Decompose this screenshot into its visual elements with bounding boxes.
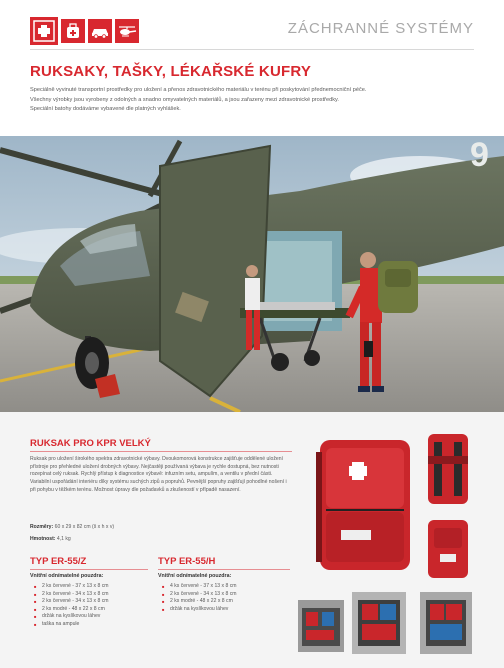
page-title: RUKSAKY, TAŠKY, LÉKAŘSKÉ KUFRY [30,63,312,80]
list-item: ■ 2 ks červené - 37 x 13 x 8 cm [34,583,109,591]
intro-paragraph: Speciálně vyvinuté transportní prostředky pro uložení a přenos zdravotnického materiálu v terénu při poskytování přednemocniční péče. [30,87,367,93]
type-rule-h [158,569,290,570]
pockets-head-z: Vnitřní odnímatelné pouzdra: [30,573,104,579]
weight-value: 4,1 kg [56,536,71,542]
list-item: ■ 2 ks modré - 48 x 22 x 8 cm [34,606,109,614]
hero-photo [0,136,504,412]
list-item: ■ držák na kyslíkovou láhev [34,613,109,621]
intro-text [30,86,476,115]
weight-line [30,536,71,542]
list-item: ■ 2 ks červené - 34 x 13 x 8 cm [162,591,237,599]
backpack-open-image-3 [420,592,472,654]
type-rule-z [30,569,148,570]
product-title-rule [30,451,292,452]
list-item: ■ 2 ks modré - 48 x 22 x 8 cm [162,598,237,606]
intro-paragraph: Speciální batohy dodáváme vybavené dle platných vyhlášek. [30,106,181,113]
category-icons [30,17,139,45]
list-item: ■ taška na ampule [34,621,109,629]
backpack-open-image-2 [352,592,406,654]
brand-title: ZÁCHRANNÉ SYSTÉMY [287,20,474,37]
product-description: Ruksak pro uložení širokého spektra zdravotnické výbavy. Dvoukomorová konstrukce zajišťuje oddělené uložení přístroje pro přehledné uložení drobných výbavy. Nejčastěji používaná výbava je rychle dostupná, bez nutnosti rozepínat celý ruksak. Rychlý přístup k diagnostice výbavě: infuzním setu, ampulím, a ventilu v přední části. Variabilní uspořádání interiéru díky systému suchých zipů a popruhů. Pevnější popruhy zajišťují pohodlné nošení i při pohybu v těžkém terénu. Možnost úpravy dle požadavků a zkušeností v případě nasazení. [30,456,287,493]
list-item: ■ 2 ks červené - 34 x 13 x 8 cm [34,591,109,599]
type-title-z: TYP ER-55/Z [30,556,87,567]
dimensions-line [30,524,114,530]
tail-number: 9 [470,136,489,174]
helicopter-icon[interactable] [115,19,139,43]
dimensions-label: Rozměry: [30,524,54,530]
backpack-back-image [428,434,468,504]
pockets-list-z [34,583,109,629]
intro-paragraph: Všechny výrobky jsou vyrobeny z odolných a snadno omyvatelných materiálů, a jsou zařazeny mezi zdravotnické prostředky. [30,96,339,103]
product-gallery [296,412,504,668]
pockets-list-h [162,583,237,613]
list-item: ■ 2 ks červené - 34 x 13 x 8 cm [34,598,109,606]
pockets-head-h: Vnitřní odnímatelné pouzdra: [158,573,232,579]
header-divider [30,49,474,50]
dimensions-value: 60 x 29 x 82 cm (š x h x v) [54,524,115,530]
product-title: RUKSAK PRO KPR VELKÝ [30,438,151,449]
backpack-open-image-1 [298,600,344,652]
type-title-h: TYP ER-55/H [158,556,216,567]
list-item: ■ 4 ks červené - 37 x 13 x 8 cm [162,583,237,591]
kit-bag-icon[interactable] [61,19,85,43]
medical-cross-icon[interactable] [30,17,58,45]
weight-label: Hmotnost: [30,536,56,542]
list-item: ■ držák na kyslíkovou láhev [162,606,237,614]
vehicle-icon[interactable] [88,19,112,43]
backpack-side-image [428,520,468,578]
backpack-main-image [316,440,410,570]
